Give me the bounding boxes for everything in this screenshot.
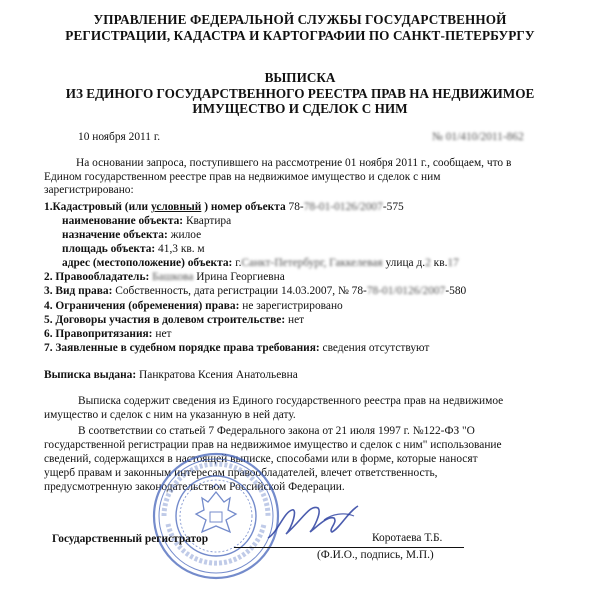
cadastral-value-redacted: 78-01-0126/2007 [303,201,383,213]
shared-construction-value: нет [287,314,305,326]
encumbrances-value: не зарегистрировано [242,300,343,312]
note2-line5: предусмотренную законодательством Российской Федерации. [44,481,345,493]
note1-line2: имущество и сделок с ним на указанную в ней дату. [44,409,296,421]
address-apt-word: кв. [430,257,448,269]
signature-caption: (Ф.И.О., подпись, М.П.) [317,549,434,561]
item-object-purpose [62,229,201,241]
court-claims-label: 7. Заявленные в судебном порядке права требования: [44,342,320,354]
note1-line1: Выписка содержит сведения из Единого государственного реестра прав на недвижимое [78,395,504,407]
item-rightholder [44,271,285,283]
signature-icon [262,498,372,548]
rightholder-surname-redacted: Башкова [152,271,194,283]
right-type-value: Собственность, дата регистрации 14.03.2007, № 78- [115,285,367,297]
note2-line1: В соответствии со статьей 7 Федерального закона от 21 июля 1997 г. №122-ФЗ "О [78,425,475,437]
claims-label: 6. Правопритязания: [44,328,153,340]
item-claims [44,328,171,340]
agency-header-line2: РЕГИСТРАЦИИ, КАДАСТРА И КАРТОГРАФИИ ПО САНКТ-ПЕТЕРБУРГУ [65,28,535,43]
object-area-label: площадь объекта: [62,243,156,255]
court-claims-value: сведения отсутствуют [322,342,430,354]
item-encumbrances [44,300,343,312]
cadastral-value-suffix: -575 [382,201,404,213]
shared-construction-label: 5. Договоры участия в долевом строительстве: [44,314,286,326]
address-redacted-apt: 17 [447,257,459,269]
object-area-value: 41,3 кв. м [158,243,205,255]
item-cadastral-number [44,201,404,213]
note2-line4: ущерб правам и законным интересам правообладателей, влечет ответственность, [44,467,438,479]
right-reg-number-redacted: 78-01/0126/2007 [366,285,446,297]
address-prefix: г. [235,257,242,269]
encumbrances-label: 4. Ограничения (обременения) права: [44,300,240,312]
address-redacted-city-street: Санкт-Петербург, Гаккелевая [241,257,383,269]
document-subtitle-line1: ИЗ ЕДИНОГО ГОСУДАРСТВЕННОГО РЕЕСТРА ПРАВ НА НЕДВИЖИМОЕ [65,86,535,101]
intro-line2: Едином государственном реестре прав на недвижимое имущество и сделок с ним [44,171,441,183]
issued-to [44,369,298,381]
cadastral-value-prefix: 78- [288,201,304,213]
item-object-address [62,257,459,269]
claims-value: нет [155,328,172,340]
item-shared-construction [44,314,304,326]
address-street-word: улица д. [382,257,426,269]
issued-to-label: Выписка выдана: [44,369,137,381]
item-right-type [44,285,466,297]
item-object-area [62,243,205,255]
address-redacted-house: 2 [425,257,431,269]
note2-line3: сведений, содержащихся в настоящей выписке, способами или в форме, которые наносят [44,453,478,465]
cadastral-label-part1: 1.Кадастровый (или [44,201,151,213]
cadastral-label-conditional: условный [150,201,202,213]
intro-line1: На основании запроса, поступившего на рассмотрение 01 ноября 2011 г., сообщаем, что в [76,157,512,169]
rightholder-name: Ирина Георгиевна [196,271,285,283]
note2-line2: государственной регистрации прав на недвижимое имущество и сделок с ним" использование [44,439,502,451]
right-reg-number-suffix: -580 [445,285,467,297]
object-name-label: наименование объекта: [62,215,184,227]
document-title: ВЫПИСКА [264,70,336,85]
item-object-name [62,215,231,227]
agency-header-line1: УПРАВЛЕНИЕ ФЕДЕРАЛЬНОЙ СЛУЖБЫ ГОСУДАРСТВЕННОЙ [93,12,507,27]
document-number: № 01/410/2011-862 [432,131,524,143]
object-purpose-value: жилое [170,229,202,241]
rightholder-label: 2. Правообладатель: [44,271,150,283]
registrar-name: Коротаева Т.Б. [372,532,443,544]
document-subtitle-line2: ИМУЩЕСТВО И СДЕЛОК С НИМ [192,101,408,116]
document-date: 10 ноября 2011 г. [78,131,161,143]
object-address-label: адрес (местоположение) объекта: [62,257,233,269]
item-court-claims [44,342,429,354]
object-name-value: Квартира [185,215,232,227]
issued-to-value: Панкратова Ксения Анатольевна [139,369,298,381]
cadastral-label-part2: ) номер объекта [201,201,286,213]
right-type-label: 3. Вид права: [44,285,113,297]
signature-line [234,547,464,548]
object-purpose-label: назначение объекта: [62,229,168,241]
registrar-label: Государственный регистратор [52,533,209,545]
intro-line3: зарегистрировано: [44,184,134,196]
